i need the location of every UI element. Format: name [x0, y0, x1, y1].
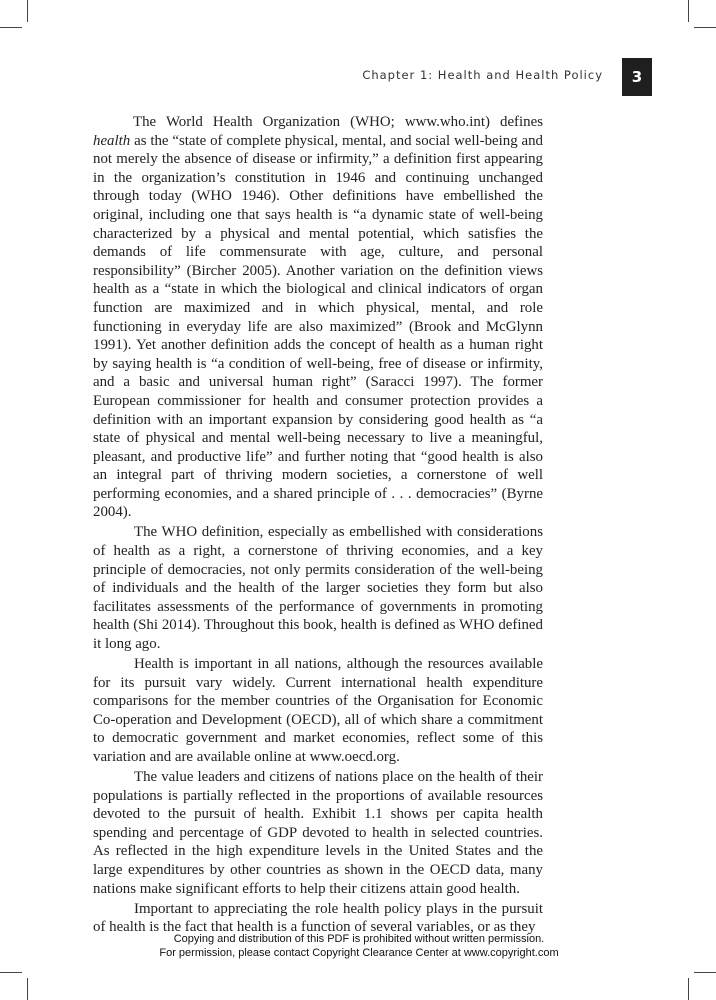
body-text: [93, 113, 543, 938]
copyright-footer: [0, 932, 716, 960]
crop-mark-bottom-right-h: [694, 972, 716, 973]
paragraph-2: The WHO definition, especially as embellished with considerations of health as a right, a cornerstone of thriving economies, and a key principle of democracies, not only permits consideration of the well-being of individuals and the health of the larger societies they form but also facilitates assessments of the performance of governments in promoting health (Shi 2014). Throughout this book, health is defined as WHO defined it long ago.: [93, 524, 543, 653]
footer-line-1: Copying and distribution of this PDF is prohibited without written permission.: [173, 933, 545, 945]
paragraph-5: Important to appreciating the role health policy plays in the pursuit of health is the fact that health is a function of several variables, or as they: [93, 900, 543, 936]
crop-mark-top-right: [688, 0, 689, 22]
crop-mark-top-right-h: [694, 27, 716, 28]
paragraph-4: The value leaders and citizens of nations place on the health of their populations is partially reflected in the proportions of available resources devoted to the pursuit of health. Exhibit 1.1 shows per capita health spending and percentage of GDP devoted to health in selected countries. As reflected in the high expenditure levels in the United States and the large expenditures by other countries as shown in the OECD data, many nations make significant efforts to help their citizens attain good health.: [93, 768, 543, 897]
paragraph-1-part-a: The World Health Organization (WHO; www.who.int) defines: [133, 114, 543, 130]
paragraph-1-part-b: as the “state of complete physical, mental, and social well-being and not merely the absence of disease or infirmity,” a definition first appearing in the organization’s constitution in 1946 and continuing unchanged through today (WHO 1946). Other definitions have embellished the original, including one that says health is “a dynamic state of well-being characterized by a physical and mental potential, which satisfies the demands of life commensurate with age, culture, and personal responsibility” (Bircher 2005). Another variation on the definition views health as a “state in which the biological and clinical indicators of organ function are maximized and in which physical, mental, and role functioning in everyday life are also maximized” (Brook and McGlynn 1991). Yet another definition adds the concept of health as a human right by saying health is “a condition of well-being, free of disease or infirmity, and a basic and universal human right” (Saracci 1997). The former European commissioner for health and consumer protection provides a definition with an important expansion by considering good health as “a state of physical and mental well-being necessary to live a meaningful, pleasant, and productive life” and further noting that “good health is also an integral part of thriving modern societies, a cornerstone of well performing economies, and a shared principle of . . . democracies” (Byrne 2004).: [93, 132, 543, 521]
paragraph-1-emphasis: health: [93, 132, 131, 149]
paragraph-1: [93, 113, 543, 522]
crop-mark-top-left: [27, 0, 28, 22]
page-number: 3: [622, 58, 652, 96]
paragraph-3: Health is important in all nations, although the resources available for its pursuit vary widely. Current international health expenditure comparisons for the member countries of the Organisation for Economic Co-operation and Development (OECD), all of which share a commitment to democratic government and market economies, reflect some of this variation and are available online at www.oecd.org.: [93, 656, 543, 765]
crop-mark-bottom-right: [688, 978, 689, 1000]
crop-mark-top-left-h: [0, 27, 22, 28]
crop-mark-bottom-left-h: [0, 972, 22, 973]
crop-mark-bottom-left: [27, 978, 28, 1000]
running-head: Chapter 1: Health and Health Policy: [362, 68, 603, 82]
footer-line-2: For permission, please contact Copyright Clearance Center at www.copyright.com: [159, 947, 559, 959]
